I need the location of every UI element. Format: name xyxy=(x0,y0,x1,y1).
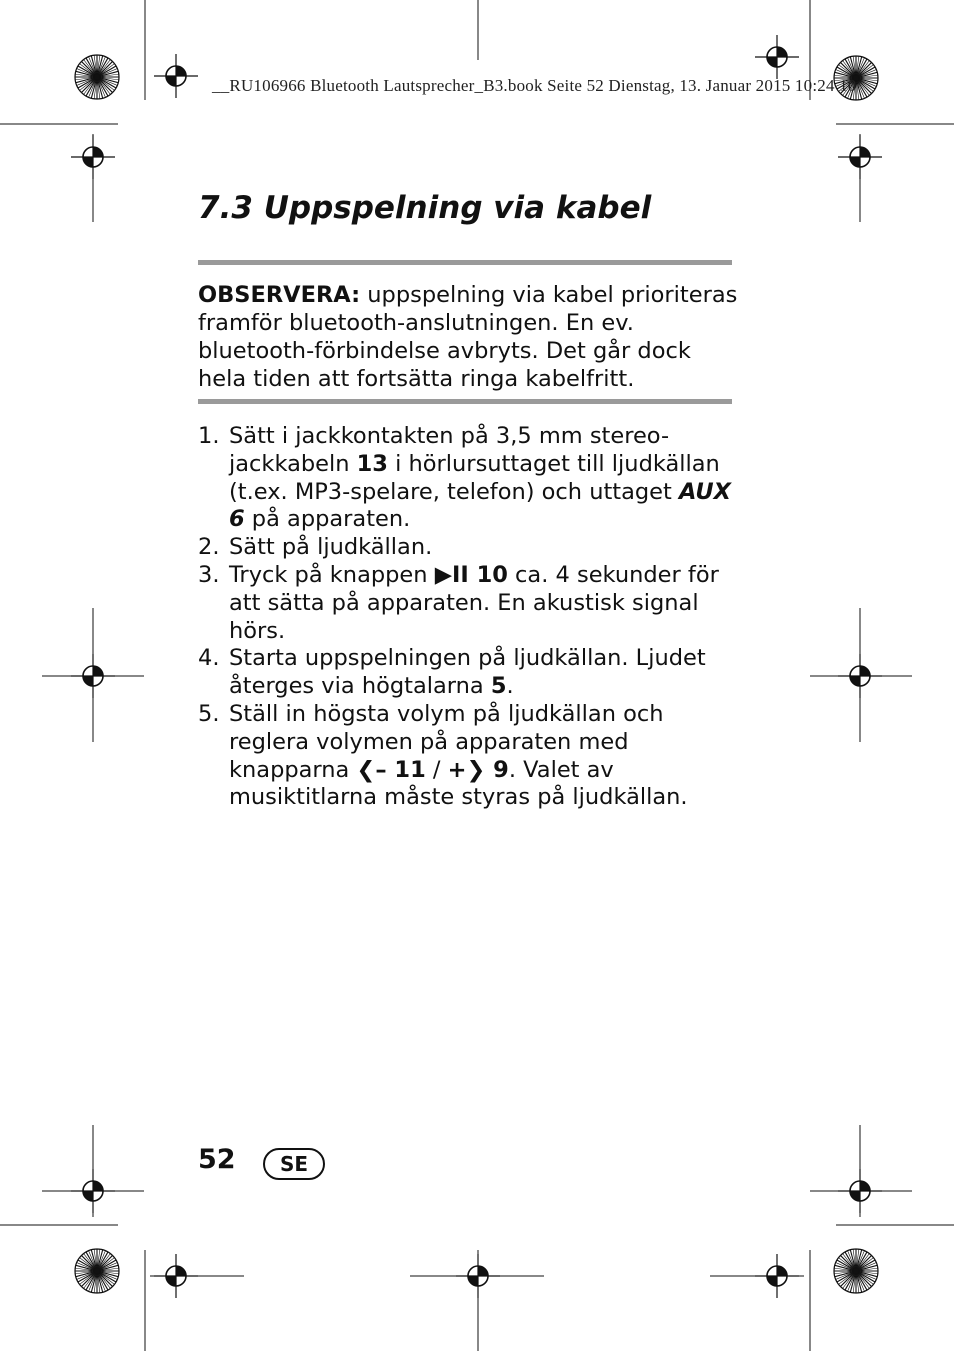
part-ref: 13 xyxy=(356,450,388,477)
step-text: / xyxy=(425,756,448,783)
starburst-mark-icon xyxy=(75,55,119,99)
registration-mark-icon xyxy=(838,1169,882,1213)
language-badge: SE xyxy=(263,1148,325,1180)
step-text: på apparaten. xyxy=(244,506,411,533)
step-number: 3. xyxy=(198,561,220,588)
section-title: 7.3 Uppspelning via kabel xyxy=(198,190,652,226)
page-number: 52 xyxy=(198,1144,236,1175)
registration-mark-icon xyxy=(755,1254,799,1298)
steps-list xyxy=(198,423,743,812)
registration-mark-icon xyxy=(154,1254,198,1298)
step-text: Sätt i jackkontakten på 3,5 mm stereo-jackkabeln xyxy=(229,423,670,477)
step-text: Ställ in högsta volym på ljudkällan och reglera volymen på apparaten med knapparna xyxy=(229,700,664,783)
step-text: . Valet av musiktitlarna måste styras på ljudkällan. xyxy=(229,756,688,811)
note-text: uppspelning via kabel prioriteras framför bluetooth-anslutningen. En ev. bluetooth-förbindelse avbryts. Det går dock hela tiden att fortsätta ringa kabelfritt. xyxy=(198,282,738,392)
step-number: 2. xyxy=(198,534,220,561)
volume-down-button-ref: ❮– 11 xyxy=(356,756,426,783)
step-text: ca. 4 sekunder för att sätta på apparaten. En akustisk signal hörs. xyxy=(229,561,719,644)
part-ref: 5 xyxy=(490,673,507,700)
registration-mark-icon xyxy=(838,654,882,698)
step-text: Sätt på ljudkällan. xyxy=(229,534,433,561)
list-item xyxy=(198,562,743,645)
list-item xyxy=(198,701,743,812)
step-number: 5. xyxy=(198,700,220,727)
registration-mark-icon xyxy=(154,54,198,98)
note-label: OBSERVERA: xyxy=(198,282,361,308)
step-text: i hörlursuttaget till ljudkällan (t.ex. MP3-spelare, telefon) och uttaget xyxy=(229,450,720,505)
divider-bottom xyxy=(198,399,732,404)
step-number: 1. xyxy=(198,423,220,449)
list-item xyxy=(198,534,743,562)
volume-up-button-ref: +❯ 9 xyxy=(447,756,509,783)
registration-mark-icon xyxy=(71,1169,115,1213)
divider-top xyxy=(198,260,732,265)
registration-mark-icon xyxy=(71,654,115,698)
list-item xyxy=(198,423,743,534)
step-text: Tryck på knappen xyxy=(229,561,435,588)
part-ref: AUX 6 xyxy=(229,478,732,533)
book-header-line: __RU106966 Bluetooth Lautsprecher_B3.book Seite 52 Dienstag, 13. Januar 2015 10:24 10 xyxy=(212,76,857,95)
list-item xyxy=(198,645,743,701)
starburst-mark-icon xyxy=(834,1249,878,1293)
play-pause-button-ref: ▶II 10 xyxy=(434,561,508,588)
step-text: Starta uppspelningen på ljudkällan. Ljudet återges via högtalarna xyxy=(229,645,706,700)
registration-mark-icon xyxy=(755,35,799,79)
step-text: . xyxy=(506,673,514,700)
note-box xyxy=(198,281,738,393)
registration-mark-icon xyxy=(456,1254,500,1298)
step-number: 4. xyxy=(198,645,220,672)
starburst-mark-icon xyxy=(75,1249,119,1293)
